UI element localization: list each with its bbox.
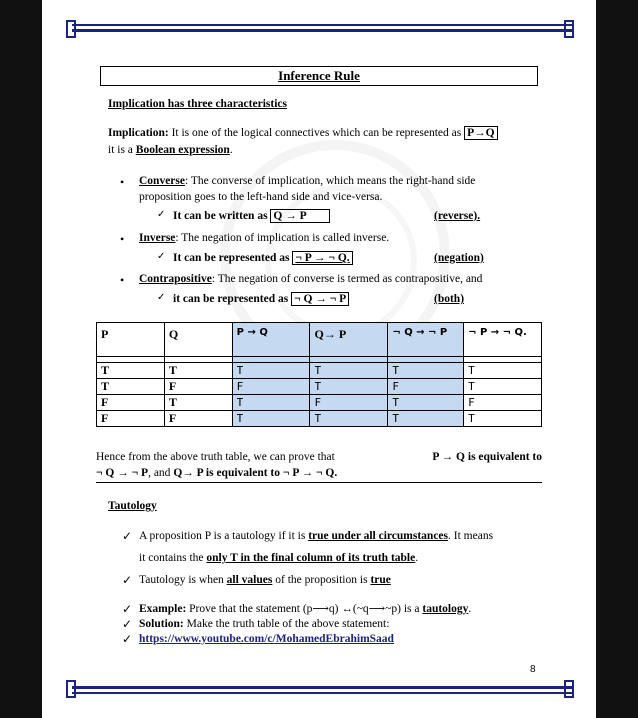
table-cell: T xyxy=(97,363,165,379)
implication-text2: it is a xyxy=(108,144,133,156)
top-left-corner-ornament xyxy=(66,20,76,38)
implication-label: Implication: xyxy=(108,127,169,139)
tautology-text: it contains the xyxy=(139,552,204,564)
converse-sub xyxy=(173,209,330,224)
table-cell: T xyxy=(164,395,232,411)
truth-table xyxy=(96,322,542,427)
table-row xyxy=(97,363,542,379)
table-cell: F xyxy=(388,379,464,395)
table-cell: T xyxy=(164,363,232,379)
inverse-line1 xyxy=(139,231,389,246)
youtube-link[interactable]: https://www.youtube.com/c/MohamedEbrahimSaad xyxy=(139,633,394,645)
hence-and: , and xyxy=(148,467,171,479)
tautology-emphasis: true xyxy=(370,574,391,586)
tautology-heading: Tautology xyxy=(108,500,157,512)
check-icon: ✓ xyxy=(122,632,133,646)
table-header-cell: Q xyxy=(164,323,232,357)
table-cell: T xyxy=(310,363,388,379)
inverse-tag xyxy=(434,251,484,266)
example-label: Example: xyxy=(139,603,187,615)
table-cell: T xyxy=(464,411,542,427)
implication-end: . xyxy=(229,144,233,156)
solution-line xyxy=(139,617,389,632)
table-cell: T xyxy=(97,379,165,395)
contrapositive-sub-text: it can be represented as xyxy=(173,293,289,305)
table-cell: T xyxy=(464,363,542,379)
table-cell: F xyxy=(464,395,542,411)
contrapositive-label: Contrapositive xyxy=(139,273,212,285)
tautology-text: Tautology is when xyxy=(139,574,224,586)
tautology-text: . It means xyxy=(448,530,494,542)
inverse-text: : The negation of implication is called inverse. xyxy=(175,232,390,244)
tautology-emphasis: only T in the final column of its truth table xyxy=(206,552,416,564)
page-title: Inference Rule xyxy=(100,66,538,86)
table-cell: F xyxy=(97,395,165,411)
tautology-point-1 xyxy=(139,529,493,544)
contrapositive-line1 xyxy=(139,272,482,287)
table-cell: F xyxy=(164,379,232,395)
converse-sub-symbol: Q → P xyxy=(270,209,329,223)
example-text: Prove that the statement (p⟶q) ↔(~q⟶~p) is a xyxy=(189,603,420,615)
table-row xyxy=(97,411,542,427)
tautology-text: . xyxy=(415,552,419,564)
converse-label: Converse xyxy=(139,175,185,187)
table-cell: F xyxy=(232,379,310,395)
table-cell: F xyxy=(164,411,232,427)
check-icon: ✓ xyxy=(122,602,133,616)
hence-text: Hence from the above truth table, we can prove that xyxy=(96,451,335,463)
implication-paragraph xyxy=(108,126,498,141)
table-cell: F xyxy=(97,411,165,427)
table-cell: T xyxy=(310,379,388,395)
tautology-text: of the proposition is xyxy=(275,574,368,586)
hence-contrapositive: ¬ Q → ¬ P xyxy=(96,467,149,479)
divider xyxy=(96,482,542,483)
top-right-corner-ornament xyxy=(564,20,574,38)
table-row xyxy=(97,379,542,395)
check-icon: ✓ xyxy=(157,251,166,262)
check-icon: ✓ xyxy=(157,209,166,220)
table-header-cell: P → Q xyxy=(232,323,310,357)
document-page xyxy=(42,0,596,718)
check-icon: ✓ xyxy=(157,292,166,303)
check-icon: ✓ xyxy=(122,573,133,587)
converse-line2: proposition goes to the left-hand side and vice-versa. xyxy=(139,191,383,203)
implication-symbol: P→Q xyxy=(464,126,497,140)
inverse-sub xyxy=(173,251,353,266)
table-cell: T xyxy=(388,395,464,411)
bottom-right-corner-ornament xyxy=(564,680,574,698)
hence-equivalence-1: P → Q is equivalent to xyxy=(432,451,542,463)
tautology-emphasis: all values xyxy=(226,574,273,586)
bullet-converse: • xyxy=(120,175,125,189)
example-end: . xyxy=(468,603,472,615)
solution-label: Solution: xyxy=(139,618,184,630)
example-line xyxy=(139,602,471,617)
hence-line1 xyxy=(96,450,542,465)
tautology-point-2 xyxy=(139,573,391,588)
implication-paragraph-line2 xyxy=(108,143,233,158)
converse-tag: (reverse). xyxy=(434,210,481,222)
table-cell: T xyxy=(232,363,310,379)
tautology-emphasis: true under all circumstances xyxy=(308,530,449,542)
hence-line2 xyxy=(96,466,337,481)
page-number: 8 xyxy=(530,664,536,675)
contrapositive-sub-symbol: ¬ Q → ¬ P xyxy=(291,292,349,306)
boolean-expression: Boolean expression xyxy=(135,144,230,156)
table-cell: T xyxy=(310,411,388,427)
table-header-cell: P xyxy=(97,323,165,357)
table-cell: T xyxy=(388,411,464,427)
table-header-cell: ¬ P → ¬ Q. xyxy=(464,323,542,357)
table-cell: T xyxy=(232,395,310,411)
contrapositive-tag: (both) xyxy=(434,293,465,305)
bottom-left-corner-ornament xyxy=(66,680,76,698)
table-cell: T xyxy=(232,411,310,427)
converse-text: : The converse of implication, which means the right-hand side xyxy=(185,175,476,187)
inverse-sub-symbol: ¬ P → ¬ Q. xyxy=(292,251,352,265)
bottom-border xyxy=(72,686,572,694)
table-cell: T xyxy=(464,379,542,395)
implication-text: It is one of the logical connectives which can be represented as xyxy=(171,127,462,139)
inverse-label: Inverse xyxy=(139,232,176,244)
hence-equivalence-2: Q→ P is equivalent to ¬ P → ¬ Q. xyxy=(173,467,338,479)
solution-text: Make the truth table of the above statement: xyxy=(186,618,390,630)
table-header-row xyxy=(97,323,542,357)
contrapositive-text: : The negation of converse is termed as contrapositive, and xyxy=(211,273,483,285)
bullet-inverse: • xyxy=(120,232,125,246)
table-row xyxy=(97,395,542,411)
inverse-tag-text: (negation) xyxy=(434,252,484,264)
converse-line1 xyxy=(139,174,475,189)
check-icon: ✓ xyxy=(122,529,133,543)
example-emphasis: tautology xyxy=(422,603,469,615)
tautology-text: A proposition P is a tautology if it is xyxy=(139,530,306,542)
table-cell: F xyxy=(310,395,388,411)
top-border xyxy=(72,24,572,32)
tautology-point-1-line2 xyxy=(139,551,418,566)
converse-sub-text: It can be written as xyxy=(173,210,268,222)
table-header-cell: Q→ P xyxy=(310,323,388,357)
check-icon: ✓ xyxy=(122,617,133,631)
inverse-sub-text: It can be represented as xyxy=(173,252,290,264)
table-header-cell: ¬ Q → ¬ P xyxy=(388,323,464,357)
contrapositive-sub xyxy=(173,292,349,307)
bullet-contrapositive: • xyxy=(120,273,125,287)
table-cell: T xyxy=(388,363,464,379)
section-heading: Implication has three characteristics xyxy=(108,98,287,110)
